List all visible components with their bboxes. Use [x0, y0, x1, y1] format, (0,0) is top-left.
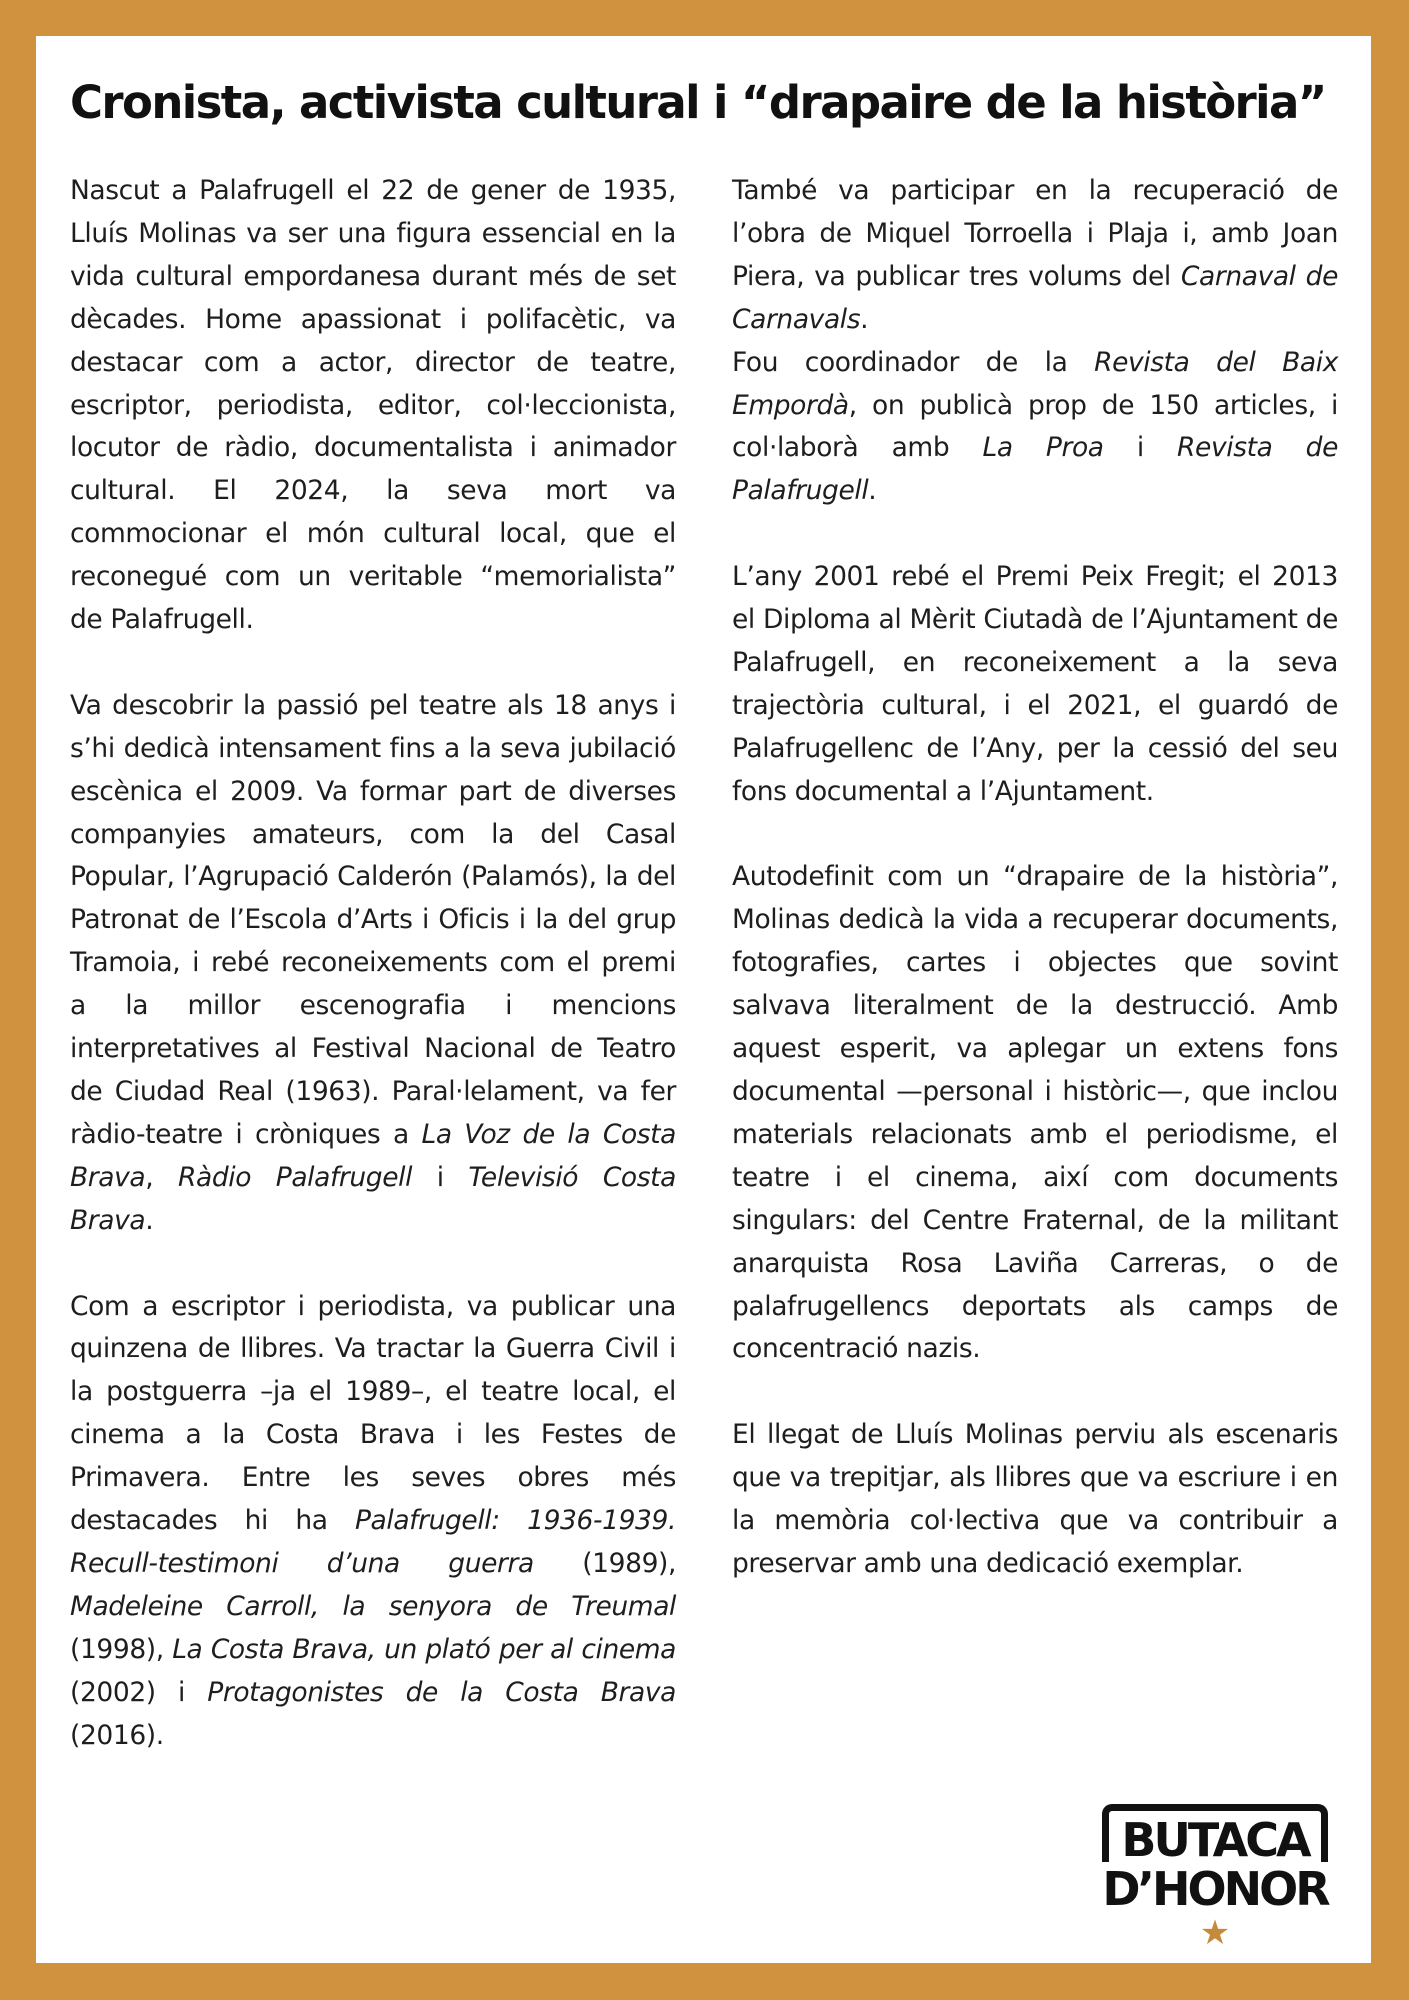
book-title: La Costa Brava, un plató per al cinema — [172, 1633, 677, 1665]
right-column — [732, 170, 1338, 1586]
paragraph-recovery: També va participar en la recuperació de l’obra de Miquel Torroella i Plaja i, amb Joan Piera, va publicar tres volums del Carnaval de Carnavals. — [732, 175, 1338, 335]
logo-line-dhonor: D’HONOR — [1102, 1862, 1328, 1916]
butaca-dhonor-logo — [1102, 1804, 1328, 1954]
paragraph-legacy: El llegat de Lluís Molinas perviu als escenaris que va trepitjar, als llibres que va escriure i en la memòria col·lectiva que va contribuir a preservar amb una dedicació exemplar. — [732, 1419, 1338, 1579]
paragraph-biography-intro: Nascut a Palafrugell el 22 de gener de 1935, Lluís Molinas va ser una figura essencial en la vida cultural empordanesa durant més de set dècades. Home apassionat i polifacètic, va destacar com a actor, director de teatre, escriptor, periodista, editor, col·leccionista, locutor de ràdio, documentalista i animador cultural. El 2024, la seva mort va commocionar el món cultural local, que el reconegué com un veritable “memorialista” de Palafrugell. — [70, 175, 676, 636]
paragraph-archive: Autodefinit com un “drapaire de la història”, Molinas dedicà la vida a recuperar documents, fotografies, cartes i objectes que sovint salvava literalment de la destrucció. Amb aquest esperit, va aplegar un extens fons documental —personal i històric—, que inclou materials relacionats amb el periodisme, el teatre i el cinema, així com documents singulars: del Centre Fraternal, de la militant anarquista Rosa Laviña Carreras, o de palafrugellencs deportats als camps de concentració nazis. — [732, 861, 1338, 1365]
book-title: Palafrugell: 1936-1939. Recull-testimoni d’una guerra — [70, 1505, 676, 1579]
book-title: Madeleine Carroll, la senyora de Treumal — [70, 1590, 676, 1622]
paragraph-awards: L’any 2001 rebé el Premi Peix Fregit; el 2013 el Diploma al Mèrit Ciutadà de l’Ajuntament de Palafrugell, en reconeixement a la seva trajectòria cultural, i el 2021, el guardó de Palafrugellenc de l’Any, per la cessió del seu fons documental a l’Ajuntament. — [732, 561, 1338, 807]
star-icon: ★ — [1199, 1913, 1231, 1953]
media-title: Revista del Baix Empordà — [732, 346, 1338, 421]
page-title: Cronista, activista cultural i “drapaire de la història” — [70, 76, 1326, 129]
media-title: La Proa — [982, 432, 1104, 464]
page-sheet — [36, 36, 1371, 1963]
book-title: Protagonistes de la Costa Brava — [207, 1676, 676, 1708]
media-title: Televisió Costa Brava — [70, 1161, 676, 1236]
paragraph-writer: Com a escriptor i periodista, va publicar una quinzena de llibres. Va tractar la Guerra Civil i la postguerra –ja el 1989–, el teatre local, el cinema a la Costa Brava i les Festes de Primavera. Entre les seves obres més destacades hi ha Palafrugell: 1936-1939. Recull-testimoni d’una guerra (1989), Madeleine Carroll, la senyora de Treumal (1998), La Costa Brava, un plató per al cinema (2002) i Protagonistes de la Costa Brava (2016). — [70, 1290, 677, 1751]
left-column — [70, 170, 676, 1758]
paragraph-coordinator: Fou coordinador de la Revista del Baix Empordà, on publicà prop de 150 articles, i col·laborà amb La Proa i Revista de Palafrugell. — [732, 346, 1338, 507]
media-title: Revista de Palafrugell — [732, 432, 1338, 507]
media-title: La Voz de la Costa Brava — [70, 1118, 676, 1193]
paragraph-theatre: Va descobrir la passió pel teatre als 18 anys i s’hi dedicà intensament fins a la seva jubilació escènica el 2009. Va formar part de diverses companyies amateurs, com la del Casal Popular, l’Agrupació Calderón (Palamós), la del Patronat de l’Escola d’Arts i Oficis i la del grup Tramoia, i rebé reconeixements com el premi a la millor escenografia i mencions interpretatives al Festival Nacional de Teatro de Ciudad Real (1963). Paral·lelament, va fer ràdio-teatre i cròniques a La Voz de la Costa Brava, Ràdio Palafrugell i Televisió Costa Brava. — [70, 689, 676, 1236]
logo-line-butaca: BUTACA — [1102, 1804, 1328, 1862]
book-title: Carnaval de Carnavals — [732, 260, 1338, 335]
media-title: Ràdio Palafrugell — [177, 1161, 413, 1193]
